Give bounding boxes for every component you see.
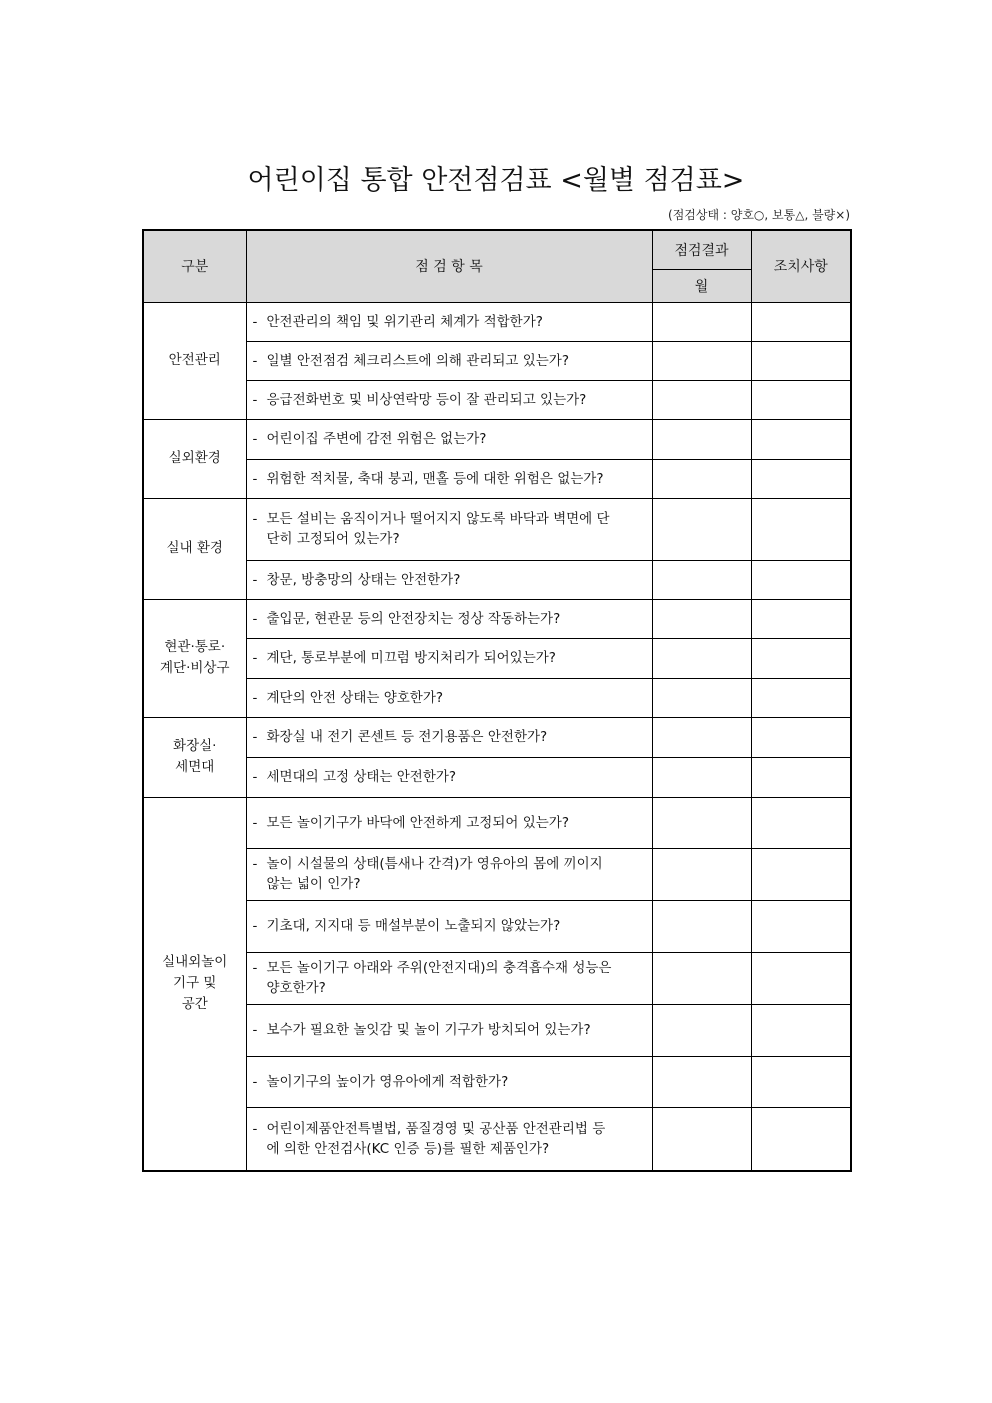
item-text: 창문, 방충망의 상태는 안전한가? (266, 571, 461, 588)
result-cell[interactable] (652, 341, 751, 380)
item-cell (246, 638, 652, 678)
checklist-table (142, 229, 852, 1172)
category-label: 화장실· 세면대 (173, 738, 217, 775)
action-cell[interactable] (751, 952, 851, 1004)
item-dash: - (252, 769, 258, 785)
result-cell[interactable] (652, 952, 751, 1004)
table-row (143, 599, 851, 638)
item-dash: - (252, 391, 258, 408)
item-dash: - (252, 918, 258, 934)
header-item: 점 검 항 목 (246, 230, 652, 302)
header-action: 조치사항 (751, 230, 851, 302)
item-cell (246, 797, 652, 848)
item-dash: - (252, 960, 258, 976)
item-text: 화장실 내 전기 콘센트 등 전기용품은 안전한가? (266, 729, 548, 745)
result-cell[interactable] (652, 599, 751, 638)
item-cell (246, 717, 652, 757)
item-dash: - (252, 313, 258, 330)
table-row (143, 419, 851, 459)
item-text: 모든 놀이기구 아래와 주위(안전지대)의 충격흡수재 성능은 양호한가? (266, 960, 612, 996)
item-cell (246, 380, 652, 419)
result-cell[interactable] (652, 419, 751, 459)
item-cell (246, 459, 652, 498)
header-category: 구분 (143, 230, 246, 302)
result-cell[interactable] (652, 900, 751, 952)
result-cell[interactable] (652, 757, 751, 797)
table-row (143, 717, 851, 757)
item-text: 기초대, 지지대 등 매설부분이 노출되지 않았는가? (266, 918, 561, 934)
item-text: 어린이집 주변에 감전 위험은 없는가? (266, 431, 487, 447)
table-row (143, 678, 851, 717)
action-cell[interactable] (751, 498, 851, 560)
category-cell (143, 302, 246, 419)
item-text: 응급전화번호 및 비상연락망 등이 잘 관리되고 있는가? (266, 391, 587, 408)
header-result: 점검결과 (652, 230, 751, 269)
action-cell[interactable] (751, 757, 851, 797)
table-row (143, 498, 851, 560)
result-cell[interactable] (652, 678, 751, 717)
page-title: 어린이집 통합 안전점검표 <월별 점검표> (247, 165, 745, 196)
category-label: 실내 환경 (166, 540, 223, 556)
item-cell (246, 757, 652, 797)
result-cell[interactable] (652, 1056, 751, 1107)
table-row (143, 797, 851, 848)
result-cell[interactable] (652, 560, 751, 599)
action-cell[interactable] (751, 848, 851, 900)
table-row (143, 302, 851, 341)
result-cell[interactable] (652, 848, 751, 900)
item-dash: - (252, 814, 258, 831)
item-dash: - (252, 689, 258, 706)
item-cell (246, 341, 652, 380)
category-cell (143, 419, 246, 498)
action-cell[interactable] (751, 560, 851, 599)
item-cell (246, 1004, 652, 1056)
category-cell (143, 498, 246, 599)
action-cell[interactable] (751, 1004, 851, 1056)
item-text: 세면대의 고정 상태는 안전한가? (266, 769, 457, 785)
table-row (143, 638, 851, 678)
result-cell[interactable] (652, 1107, 751, 1171)
item-text: 보수가 필요한 놀잇감 및 놀이 기구가 방치되어 있는가? (266, 1022, 591, 1038)
item-cell (246, 498, 652, 560)
item-dash: - (252, 1022, 258, 1038)
result-cell[interactable] (652, 380, 751, 419)
item-dash: - (252, 1120, 258, 1137)
table-row (143, 341, 851, 380)
action-cell[interactable] (751, 717, 851, 757)
item-cell (246, 678, 652, 717)
action-cell[interactable] (751, 302, 851, 341)
result-cell[interactable] (652, 498, 751, 560)
item-cell (246, 848, 652, 900)
item-cell (246, 1056, 652, 1107)
item-dash: - (252, 352, 258, 369)
table-row (143, 900, 851, 952)
action-cell[interactable] (751, 1056, 851, 1107)
category-cell (143, 599, 246, 717)
table-row (143, 380, 851, 419)
item-text: 놀이기구의 높이가 영유아에게 적합한가? (266, 1073, 509, 1090)
item-dash: - (252, 511, 258, 527)
header-month: 월 (652, 269, 751, 302)
item-text: 계단의 안전 상태는 양호한가? (266, 689, 444, 706)
item-dash: - (252, 571, 258, 588)
action-cell[interactable] (751, 638, 851, 678)
item-dash: - (252, 470, 258, 487)
item-text: 놀이 시설물의 상태(틈새나 간격)가 영유아의 몸에 끼이지 않는 넓이 인가? (266, 856, 603, 892)
item-text: 모든 설비는 움직이거나 떨어지지 않도록 바닥과 벽면에 단 단히 고정되어 있는가? (266, 511, 610, 547)
category-label: 실내외놀이 기구 및 공간 (162, 954, 228, 1013)
item-text: 모든 놀이기구가 바닥에 안전하게 고정되어 있는가? (266, 814, 569, 831)
table-row (143, 560, 851, 599)
item-dash: - (252, 729, 258, 745)
item-cell (246, 900, 652, 952)
category-cell (143, 797, 246, 1171)
action-cell[interactable] (751, 678, 851, 717)
table-row (143, 848, 851, 900)
action-cell[interactable] (751, 380, 851, 419)
item-text: 안전관리의 책임 및 위기관리 체계가 적합한가? (266, 313, 543, 330)
action-cell[interactable] (751, 419, 851, 459)
item-dash: - (252, 1073, 258, 1090)
action-cell[interactable] (751, 459, 851, 498)
item-text: 출입문, 현관문 등의 안전장치는 정상 작동하는가? (266, 610, 561, 627)
action-cell[interactable] (751, 341, 851, 380)
action-cell[interactable] (751, 1107, 851, 1171)
table-row (143, 1004, 851, 1056)
item-text: 일별 안전점검 체크리스트에 의해 관리되고 있는가? (266, 352, 569, 369)
category-label: 실외환경 (168, 450, 221, 466)
item-dash: - (252, 431, 258, 447)
result-cell[interactable] (652, 717, 751, 757)
table-row (143, 757, 851, 797)
action-cell[interactable] (751, 599, 851, 638)
item-dash: - (252, 856, 258, 872)
item-cell (246, 560, 652, 599)
item-text: 어린이제품안전특별법, 품질경영 및 공산품 안전관리법 등 에 의한 안전검사(KC 인증 등)를 필한 제품인가? (266, 1120, 606, 1157)
table-row (143, 952, 851, 1004)
item-cell (246, 599, 652, 638)
checklist-body (143, 302, 851, 1171)
table-row (143, 1056, 851, 1107)
category-cell (143, 717, 246, 797)
status-legend: (점검상태 : 양호○, 보통△, 불량×) (668, 208, 850, 222)
result-cell[interactable] (652, 1004, 751, 1056)
category-label: 안전관리 (168, 352, 221, 368)
action-cell[interactable] (751, 900, 851, 952)
action-cell[interactable] (751, 797, 851, 848)
category-label: 현관·통로· 계단·비상구 (160, 639, 230, 676)
result-cell[interactable] (652, 459, 751, 498)
result-cell[interactable] (652, 638, 751, 678)
table-row (143, 459, 851, 498)
item-cell (246, 302, 652, 341)
item-cell (246, 419, 652, 459)
table-row (143, 1107, 851, 1171)
item-dash: - (252, 650, 258, 666)
item-text: 위험한 적치물, 축대 붕괴, 맨홀 등에 대한 위험은 없는가? (266, 470, 604, 487)
item-text: 계단, 통로부분에 미끄럼 방지처리가 되어있는가? (266, 650, 556, 666)
item-dash: - (252, 610, 258, 627)
result-cell[interactable] (652, 797, 751, 848)
item-cell (246, 1107, 652, 1171)
item-cell (246, 952, 652, 1004)
result-cell[interactable] (652, 302, 751, 341)
